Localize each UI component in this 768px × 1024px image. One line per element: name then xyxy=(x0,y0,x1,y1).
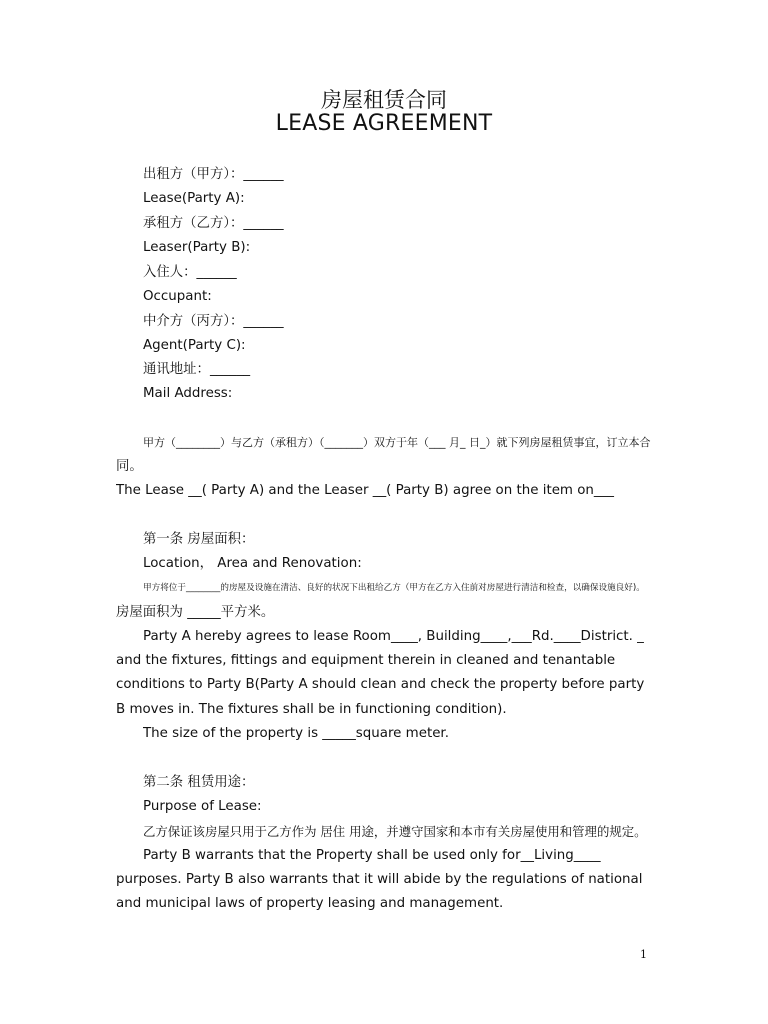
agent-en: Agent(Party C): xyxy=(143,338,246,353)
title-en: LEASE AGREEMENT xyxy=(275,111,493,136)
article-1-en-line-4: B moves in. The fixtures shall be in functioning condition). xyxy=(116,702,507,717)
article-2-heading-en: Purpose of Lease: xyxy=(143,799,262,814)
intro-zh-line-1: 甲方（________）与乙方（承租方）（_______）双方于年（___ 月_ 日_）就下列房屋租赁事宜，订立本合 xyxy=(143,436,651,449)
occupant-zh: 入住人：______ xyxy=(143,265,237,280)
article-1-en-line-3: conditions to Party B(Party A should clean and check the property before party xyxy=(116,677,645,692)
title-zh: 房屋租赁合同 xyxy=(321,88,447,112)
article-1-heading-zh: 第一条 房屋面积： xyxy=(143,532,255,547)
mail-address-en: Mail Address: xyxy=(143,386,233,401)
article-1-en-line-2: and the fixtures, fittings and equipment therein in cleaned and tenantable xyxy=(116,653,616,668)
article-1-size-en: The size of the property is _____square meter. xyxy=(143,726,449,741)
occupant-en: Occupant: xyxy=(143,289,212,304)
agent-zh: 中介方（丙方）：______ xyxy=(143,314,284,329)
article-2-heading-zh: 第二条 租赁用途： xyxy=(143,775,255,790)
article-2-zh: 乙方保证该房屋只用于乙方作为 居住 用途，并遵守国家和本市有关房屋使用和管理的规定。 xyxy=(143,824,647,839)
party-b-zh: 承租方（乙方）：______ xyxy=(143,216,284,231)
article-2-en-line-3: and municipal laws of property leasing and management. xyxy=(116,896,504,911)
page-number: 1 xyxy=(640,948,647,961)
article-1-zh-line-2: 房屋面积为 _____平方米。 xyxy=(116,605,275,620)
mail-address-zh: 通讯地址：______ xyxy=(143,362,251,377)
article-1-zh-line-1: 甲方将位于________的房屋及设施在清洁、良好的状况下出租给乙方（甲方在乙方入住前对房屋进行清洁和检查，以确保设施良好)。 xyxy=(143,583,645,593)
intro-zh-line-2: 同。 xyxy=(116,459,143,474)
party-b-en: Leaser(Party B): xyxy=(143,240,251,255)
article-1-en-line-1: Party A hereby agrees to lease Room____, Building____,___Rd.____District. _ xyxy=(143,629,644,644)
intro-en: The Lease __( Party A) and the Leaser __( Party B) agree on the item on___ xyxy=(116,483,615,498)
party-a-zh: 出租方（甲方）：______ xyxy=(143,167,284,182)
article-1-heading-en: Location， Area and Renovation: xyxy=(143,556,362,571)
article-2-en-line-2: purposes. Party B also warrants that it will abide by the regulations of national xyxy=(116,872,643,887)
party-a-en: Lease(Party A): xyxy=(143,191,245,206)
article-2-en-line-1: Party B warrants that the Property shall be used only for__Living____ xyxy=(143,848,601,863)
